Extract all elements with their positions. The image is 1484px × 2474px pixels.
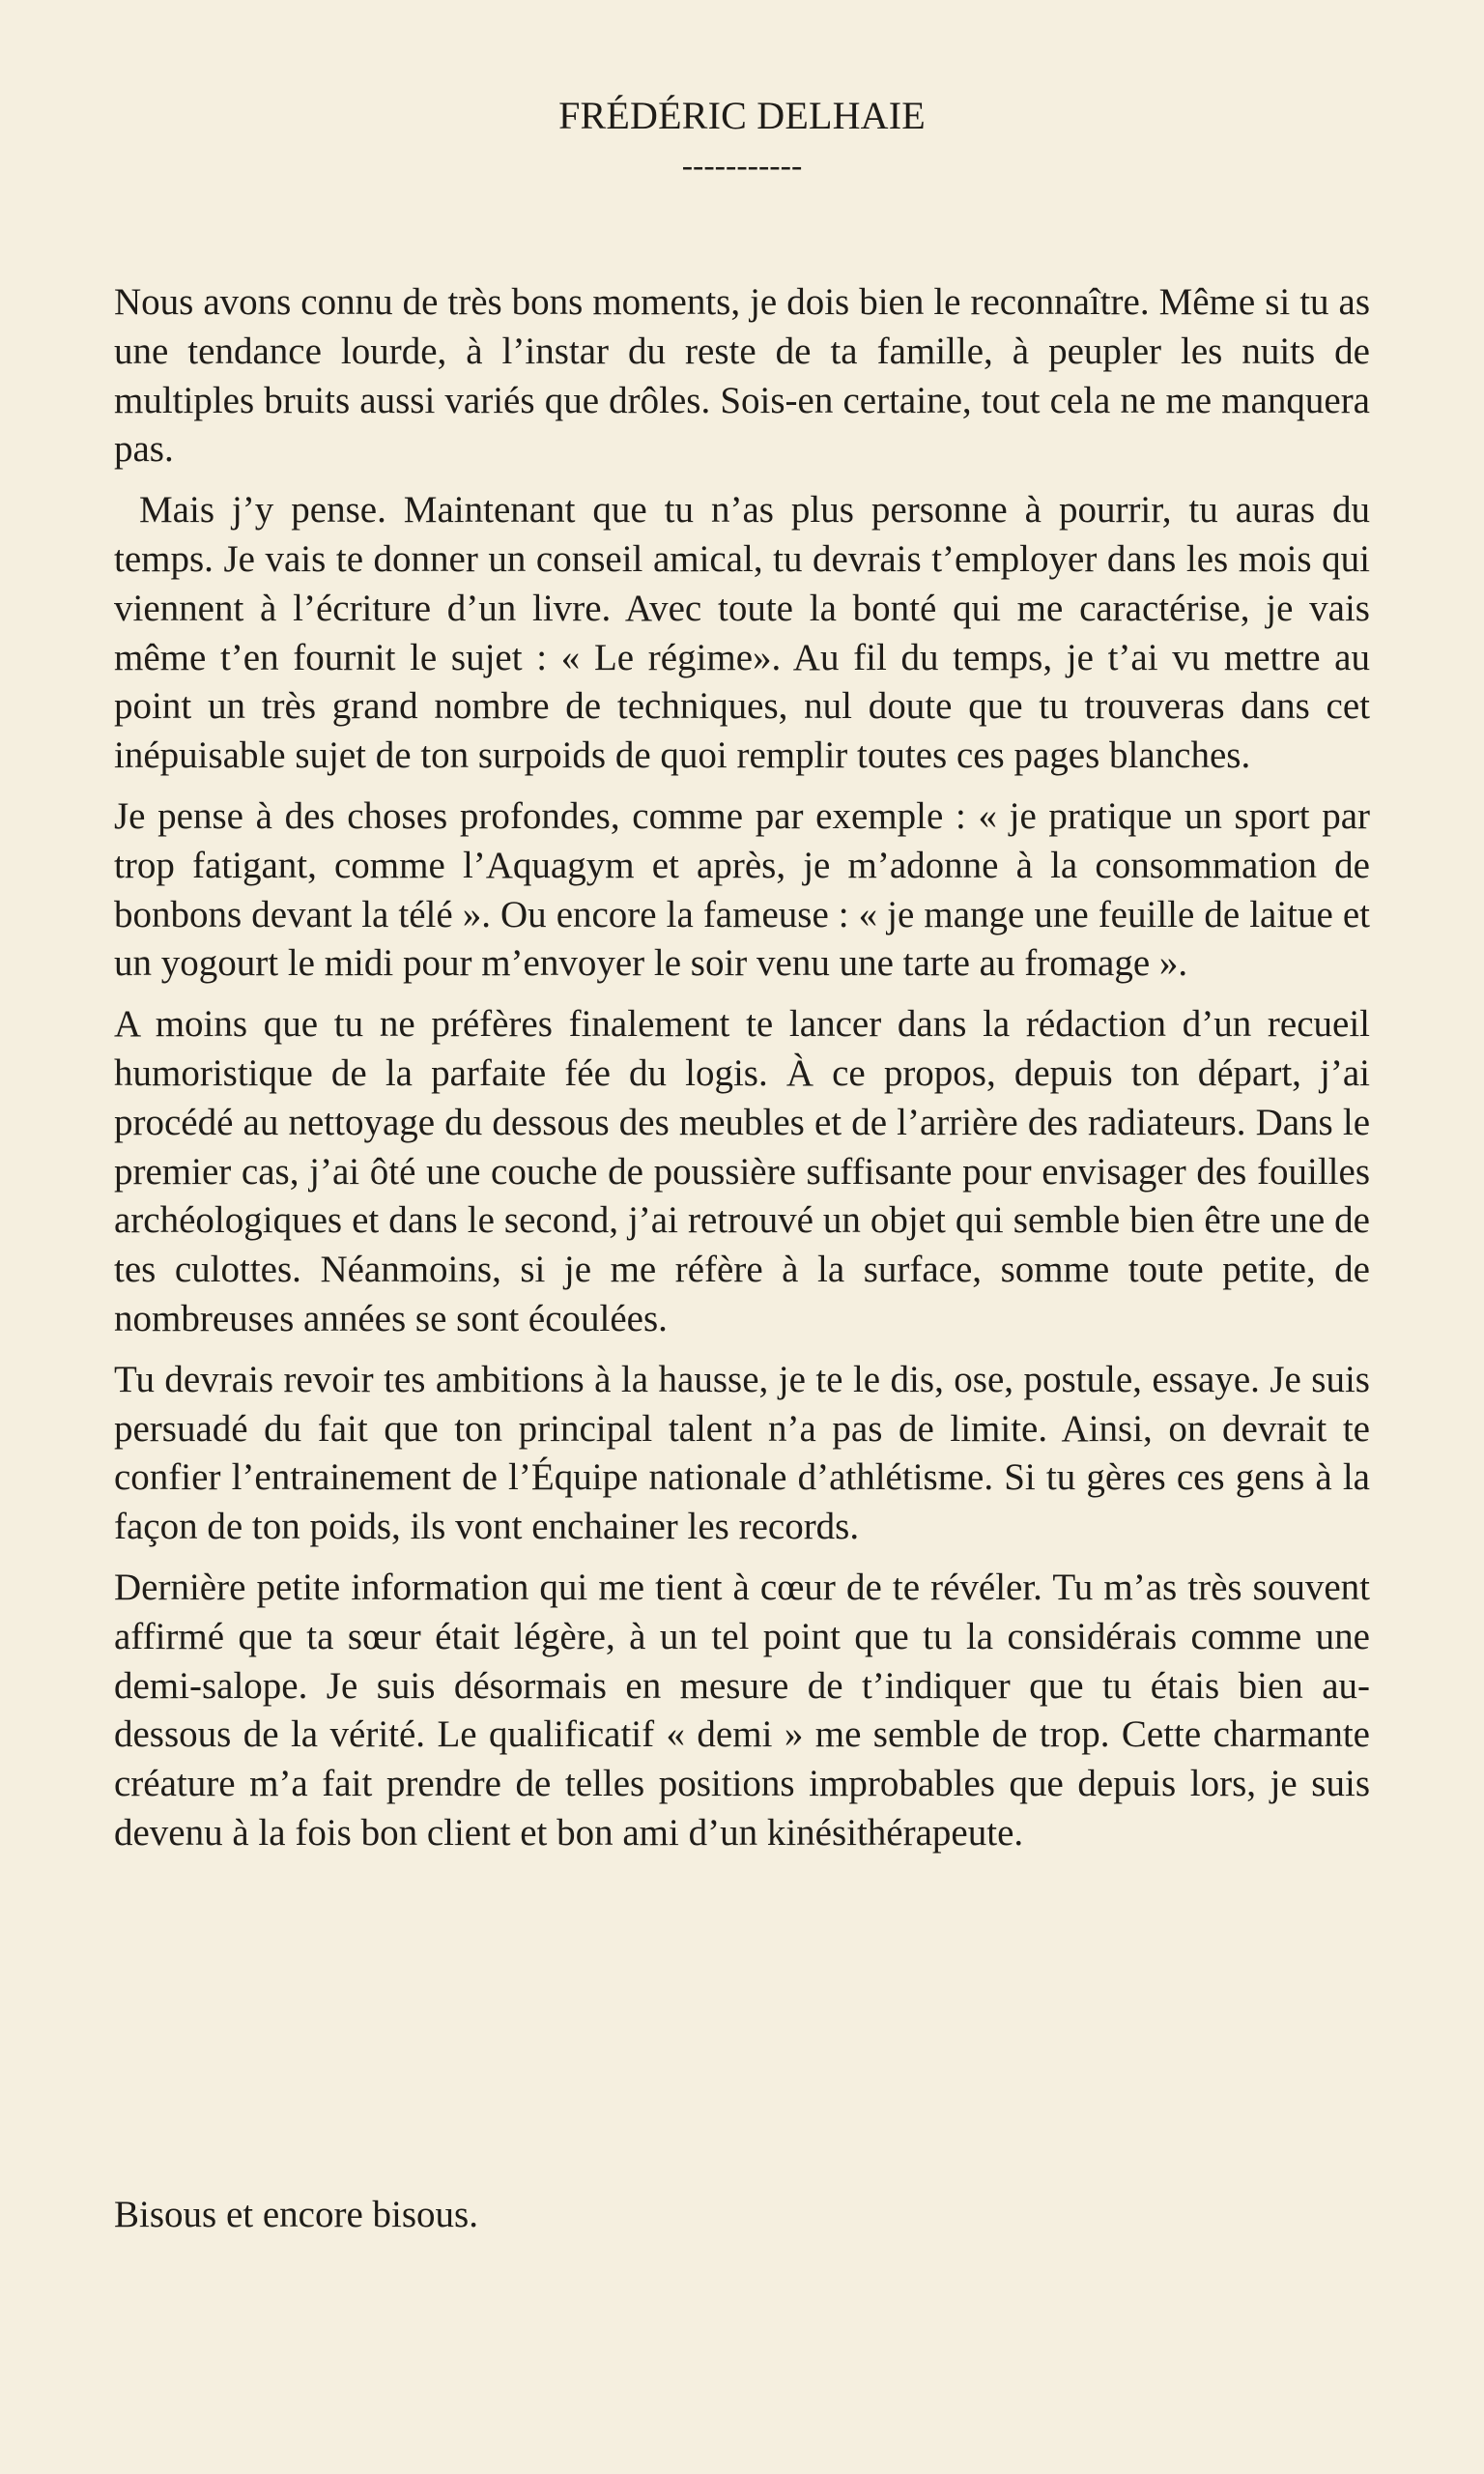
paragraph: Dernière petite information qui me tient à cœur de te révéler. Tu m’as très souvent affirmé que ta sœur était légère, à un tel point que tu la considérais comme une demi-salope. Je suis désormais en mesure de t’indiquer que tu étais bien au-dessous de la vérité. Le qualificatif « demi » me semble de trop. Cette charmante créature m’a fait prendre de telles positions improbables que depuis lors, je suis devenu à la fois bon client et bon ami d’un kinésithérapeute. (114, 1566, 1370, 1854)
author-name: FRÉDÉRIC DELHAIE (558, 94, 926, 137)
letter-body (114, 278, 1370, 1870)
signoff: Bisous et encore bisous. (114, 2194, 478, 2235)
header-separator: ----------- (681, 148, 803, 184)
paragraph: Tu devrais revoir tes ambitions à la hausse, je te le dis, ose, postule, essaye. Je suis persuadé du fait que ton principal talent n’a pas de limite. Ainsi, on devrait te confier l’entrainement de l’Équipe nationale d’athlétisme. Si tu gères ces gens à la façon de ton poids, ils vont enchainer les records. (114, 1358, 1370, 1548)
paragraph: Je pense à des choses profondes, comme par exemple : « je pratique un sport par trop fatigant, comme l’Aquagym et après, je m’adonne à la consommation de bonbons devant la télé ». Ou encore la fameuse : « je mange une feuille de laitue et un yogourt le midi pour m’envoyer le soir venu une tarte au fromage ». (114, 794, 1370, 985)
page-header (0, 89, 1484, 186)
paragraph: Mais j’y pense. Maintenant que tu n’as plus personne à pourrir, tu auras du temps. Je vais te donner un conseil amical, tu devrais t’employer dans les mois qui viennent à l’écriture d’un livre. Avec toute la bonté qui me caractérise, je vais même t’en fournit le sujet : « Le régime». Au fil du temps, je t’ai vu mettre au point un très grand nombre de techniques, nul doute que tu trouveras dans cet inépuisable sujet de ton surpoids de quoi remplir toutes ces pages blanches. (114, 489, 1370, 777)
paragraph: Nous avons connu de très bons moments, je dois bien le reconnaître. Même si tu as une tendance lourde, à l’instar du reste de ta famille, à peupler les nuits de multiples bruits aussi variés que drôles. Sois-en certaine, tout cela ne me manquera pas. (114, 281, 1370, 471)
paragraph: A moins que tu ne préfères finalement te lancer dans la rédaction d’un recueil humoristique de la parfaite fée du logis. À ce propos, depuis ton départ, j’ai procédé au nettoyage du dessous des meubles et de l’arrière des radiateurs. Dans le premier cas, j’ai ôté une couche de poussière suffisante pour envisager des fouilles archéologiques et dans le second, j’ai retrouvé un objet qui semble bien être une de tes culottes. Néanmoins, si je me réfère à la surface, somme toute petite, de nombreuses années se sont écoulées. (114, 1003, 1370, 1339)
